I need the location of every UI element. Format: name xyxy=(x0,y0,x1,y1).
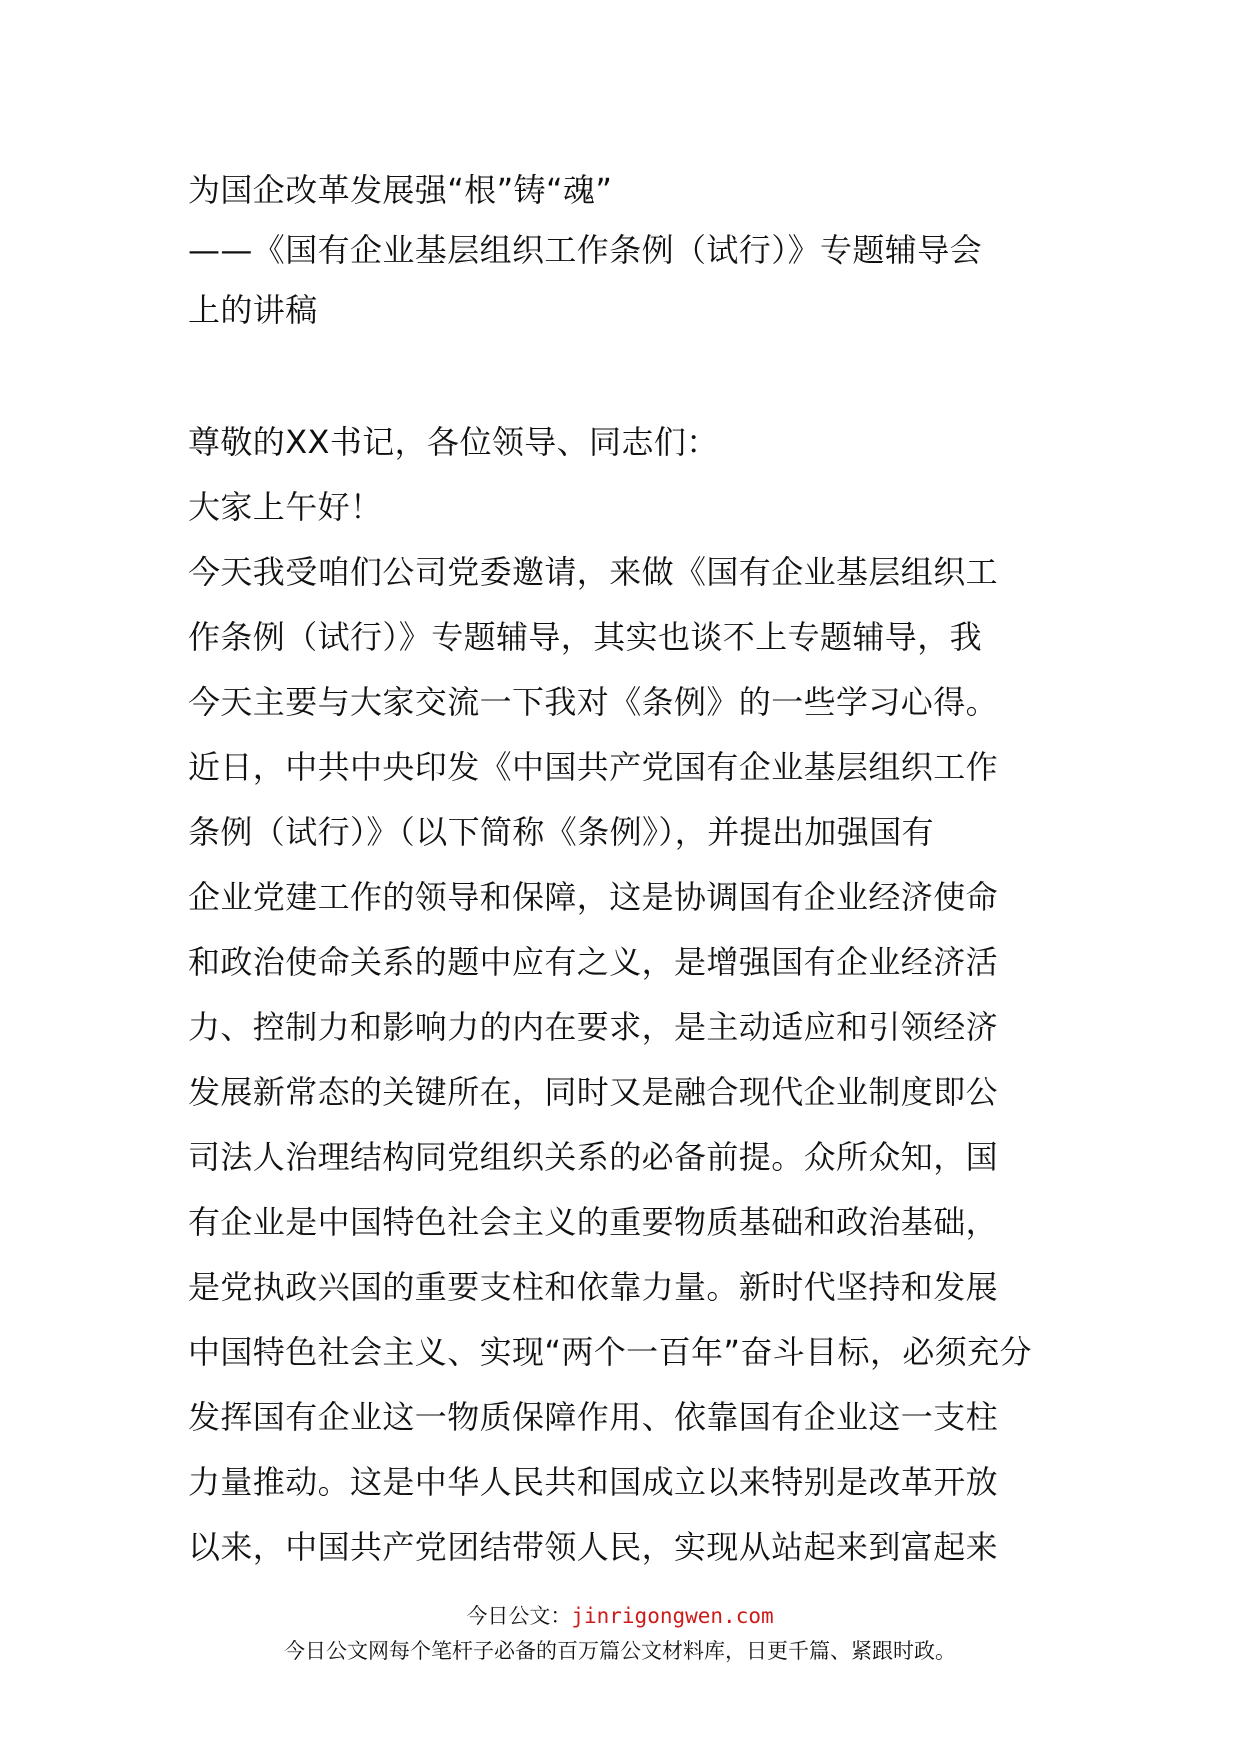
body-line: 和政治使命关系的题中应有之义，是增强国有企业经济活 xyxy=(188,943,999,981)
footer-site-line xyxy=(0,1599,1240,1633)
body-line: 发挥国有企业这一物质保障作用、依靠国有企业这一支柱 xyxy=(188,1398,999,1436)
body-line: 企业党建工作的领导和保障，这是协调国有企业经济使命 xyxy=(188,878,999,916)
title-line-2: ——《国有企业基层组织工作条例（试行）》专题辅导会 xyxy=(188,231,983,269)
document-content xyxy=(188,160,1056,1580)
body-line: 以来，中国共产党团结带领人民，实现从站起来到富起来 xyxy=(188,1528,999,1566)
body-line: 司法人治理结构同党组织关系的必备前提。众所众知，国 xyxy=(188,1138,999,1176)
title-line-1: 为国企改革发展强“根”铸“魂” xyxy=(188,171,613,209)
body-line: 中国特色社会主义、实现“两个一百年”奋斗目标，必须充分 xyxy=(188,1333,1032,1371)
greeting: 大家上午好！ xyxy=(188,488,383,526)
page-footer xyxy=(0,1599,1240,1669)
body-line: 力、控制力和影响力的内在要求，是主动适应和引领经济 xyxy=(188,1008,999,1046)
body-line: 条例（试行）》（以下简称《条例》），并提出加强国有 xyxy=(188,813,935,851)
body-line: 发展新常态的关键所在，同时又是融合现代企业制度即公 xyxy=(188,1073,999,1111)
body-line: 作条例（试行）》专题辅导，其实也谈不上专题辅导，我 xyxy=(188,618,983,656)
footer-site-label: 今日公文： xyxy=(466,1604,572,1628)
footer-site-link[interactable]: jinrigongwen.com xyxy=(571,1604,774,1628)
title-line-3: 上的讲稿 xyxy=(188,291,318,329)
body-line: 今天我受咱们公司党委邀请，来做《国有企业基层组织工 xyxy=(188,553,999,591)
footer-slogan: 今日公文网每个笔杆子必备的百万篇公文材料库，日更千篇、紧跟时政。 xyxy=(284,1639,956,1663)
body-line: 是党执政兴国的重要支柱和依靠力量。新时代坚持和发展 xyxy=(188,1268,999,1306)
body-line: 近日，中共中央印发《中国共产党国有企业基层组织工作 xyxy=(188,748,999,786)
salutation: 尊敬的XX书记，各位领导、同志们： xyxy=(188,423,719,461)
body-line: 力量推动。这是中华人民共和国成立以来特别是改革开放 xyxy=(188,1463,999,1501)
body-line: 今天主要与大家交流一下我对《条例》的一些学习心得。 xyxy=(188,683,999,721)
body-line: 有企业是中国特色社会主义的重要物质基础和政治基础， xyxy=(188,1203,999,1241)
